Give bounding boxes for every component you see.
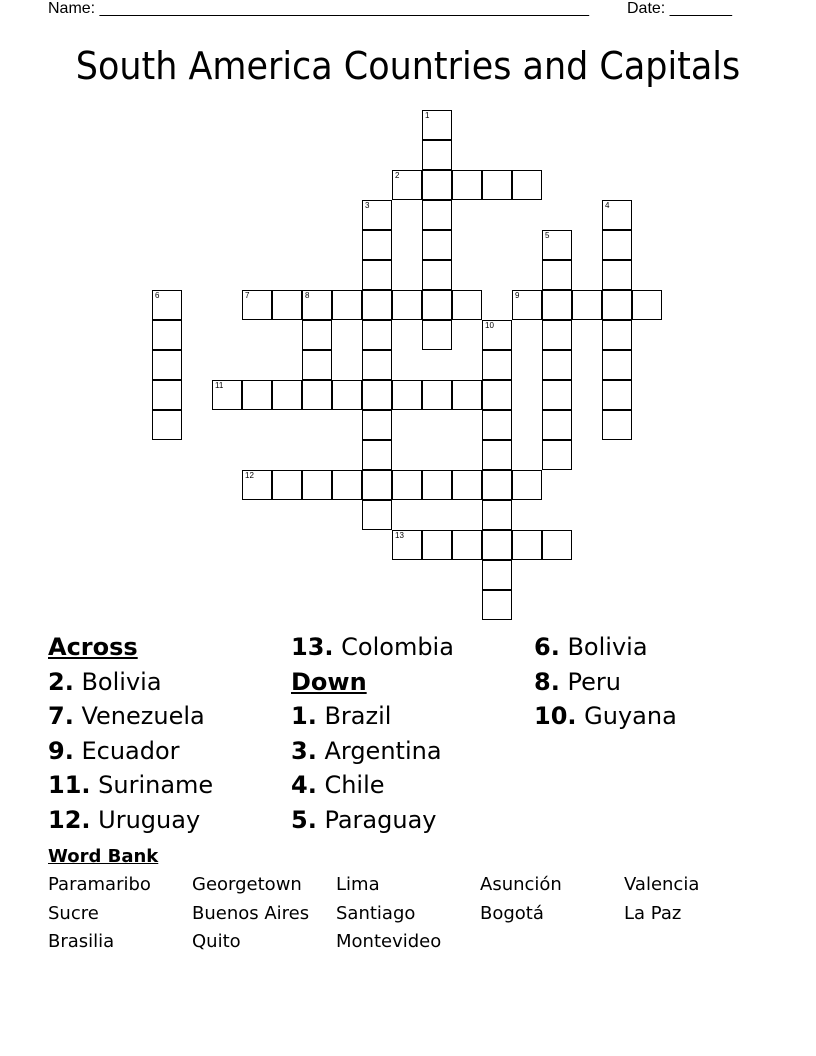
clue-number: 3 [365,201,370,210]
grid-cell[interactable] [602,320,632,350]
clue-number: 1 [425,111,430,120]
grid-cell[interactable] [362,500,392,530]
clue-number: 2. [48,667,74,696]
section-heading: Down [291,667,367,696]
clue-number: 4. [291,771,317,800]
grid-cell[interactable] [362,290,392,320]
grid-cell[interactable] [422,290,452,320]
grid-cell[interactable] [152,290,182,320]
clue-text: Colombia [333,633,454,661]
grid-cell[interactable] [512,290,542,320]
grid-cell[interactable] [602,260,632,290]
word-bank-item: Montevideo [336,931,442,952]
clue-number: 6 [155,291,160,300]
grid-cell[interactable] [302,470,332,500]
grid-cell[interactable] [572,290,602,320]
clue-text: Venezuela [73,702,205,731]
grid-cell[interactable] [362,320,392,350]
grid-cell[interactable] [482,170,512,200]
clue-number: 10 [485,321,494,330]
clue-number: 6. [534,633,560,661]
grid-cell[interactable] [422,140,452,170]
grid-cell[interactable] [482,500,512,530]
grid-cell[interactable] [362,440,392,470]
grid-cell[interactable] [392,290,422,320]
clue-column [48,630,213,838]
grid-cell[interactable] [602,380,632,410]
date-field[interactable]: Date: _______ [627,0,732,17]
clue-number: 5. [291,805,317,834]
clue [48,803,213,838]
clue-number: 9 [515,291,520,300]
clue-number: 1. [291,702,317,731]
grid-cell[interactable] [332,380,362,410]
name-field[interactable]: Name: _______________________________________________________ [48,0,589,17]
clue [291,768,454,803]
grid-cell[interactable] [422,320,452,350]
grid-cell[interactable] [482,320,512,350]
grid-cell[interactable] [482,380,512,410]
grid-cell[interactable] [422,110,452,140]
section-heading: Across [48,633,138,661]
word-bank-item: Paramaribo [48,874,151,895]
clue-number: 3. [291,736,317,765]
grid-cell[interactable] [242,380,272,410]
grid-cell[interactable] [362,470,392,500]
grid-cell[interactable] [302,290,332,320]
word-bank-item: Quito [192,931,241,952]
grid-cell[interactable] [332,290,362,320]
grid-cell[interactable] [392,380,422,410]
clue-number: 11. [48,771,91,800]
clue-number: 7 [245,291,250,300]
word-bank-item: Georgetown [192,874,302,895]
grid-cell[interactable] [602,230,632,260]
word-bank-item: Valencia [624,874,700,895]
clue [48,734,213,769]
grid-cell[interactable] [482,350,512,380]
grid-cell[interactable] [542,410,572,440]
grid-cell[interactable] [512,530,542,560]
clue-number: 7. [48,702,74,731]
grid-cell[interactable] [272,290,302,320]
grid-cell[interactable] [422,200,452,230]
grid-cell[interactable] [272,380,302,410]
clue-number: 8. [534,667,560,696]
word-bank-item: Buenos Aires [192,902,310,924]
grid-cell[interactable] [152,410,182,440]
grid-cell[interactable] [152,380,182,410]
clue-number: 12 [245,471,254,480]
grid-cell[interactable] [452,290,482,320]
clue [48,699,213,734]
grid-cell[interactable] [422,170,452,200]
clue-text: Argentina [316,736,442,765]
grid-cell[interactable] [542,290,572,320]
clue-text: Ecuador [73,736,180,765]
word-bank-item: Asunción [480,874,562,895]
clue [48,665,213,700]
clue [534,630,677,665]
clue-text: Paraguay [316,805,437,834]
grid-cell[interactable] [602,290,632,320]
grid-cell[interactable] [362,410,392,440]
grid-cell[interactable] [362,230,392,260]
word-bank-item: Brasilia [48,931,115,952]
word-bank-title: Word Bank [48,846,159,867]
grid-cell[interactable] [152,320,182,350]
grid-cell[interactable] [362,260,392,290]
clue-text: Guyana [576,702,677,731]
clue [534,699,677,734]
grid-cell[interactable] [542,380,572,410]
clue [291,699,454,734]
grid-cell[interactable] [332,470,362,500]
grid-cell[interactable] [212,380,242,410]
grid-cell[interactable] [422,530,452,560]
grid-cell[interactable] [482,440,512,470]
grid-cell[interactable] [542,230,572,260]
clue-column [291,630,454,838]
clue-number: 4 [605,201,610,210]
grid-cell[interactable] [542,350,572,380]
grid-cell[interactable] [542,260,572,290]
grid-cell[interactable] [512,470,542,500]
clue-number: 12. [48,805,91,834]
grid-cell[interactable] [512,170,542,200]
grid-cell[interactable] [422,230,452,260]
grid-cell[interactable] [422,380,452,410]
grid-cell[interactable] [242,290,272,320]
grid-cell[interactable] [542,530,572,560]
grid-cell[interactable] [362,380,392,410]
clue-number: 9. [48,736,74,765]
grid-cell[interactable] [242,470,272,500]
grid-cell[interactable] [542,440,572,470]
clue-number: 2 [395,171,400,180]
clue-text: Brazil [316,702,392,731]
grid-cell[interactable] [272,470,302,500]
grid-cell[interactable] [302,320,332,350]
grid-cell[interactable] [482,470,512,500]
clue-text: Chile [316,771,385,800]
clue-number: 8 [305,291,310,300]
clue [291,734,454,769]
clue-number: 13 [395,531,404,540]
grid-cell[interactable] [302,380,332,410]
clue-number: 5 [545,231,550,240]
word-bank-item: Santiago [336,902,416,924]
grid-cell[interactable] [452,380,482,410]
grid-cell[interactable] [392,170,422,200]
grid-cell[interactable] [392,530,422,560]
page-title: South America Countries and Capitals [75,44,741,88]
clue [534,665,677,700]
clue-number: 13. [291,633,334,661]
clue [48,768,213,803]
grid-cell[interactable] [422,260,452,290]
grid-cell[interactable] [452,530,482,560]
grid-cell[interactable] [152,350,182,380]
clue-text: Bolivia [559,633,648,661]
clue-text: Suriname [90,771,214,800]
word-bank-item: Bogotá [480,902,544,924]
grid-cell[interactable] [362,200,392,230]
clue-number: 10. [534,702,577,731]
grid-cell[interactable] [482,590,512,620]
grid-cell[interactable] [362,350,392,380]
clue-text: Peru [559,667,621,696]
word-bank-item: Sucre [48,902,99,924]
word-bank-item: La Paz [624,902,682,924]
clue-number: 11 [215,381,224,390]
grid-cell[interactable] [452,470,482,500]
grid-cell[interactable] [302,350,332,380]
grid-cell[interactable] [422,470,452,500]
grid-cell[interactable] [392,470,422,500]
word-bank-item: Lima [336,874,380,895]
clue-text: Uruguay [90,805,201,834]
grid-cell[interactable] [602,200,632,230]
clue [291,803,454,838]
grid-cell[interactable] [632,290,662,320]
grid-cell[interactable] [542,320,572,350]
grid-cell[interactable] [602,350,632,380]
clue-text: Bolivia [73,667,162,696]
grid-cell[interactable] [482,530,512,560]
grid-cell[interactable] [482,410,512,440]
grid-cell[interactable] [452,170,482,200]
clue-column [534,630,677,734]
grid-cell[interactable] [482,560,512,590]
clue [291,630,454,665]
grid-cell[interactable] [602,410,632,440]
